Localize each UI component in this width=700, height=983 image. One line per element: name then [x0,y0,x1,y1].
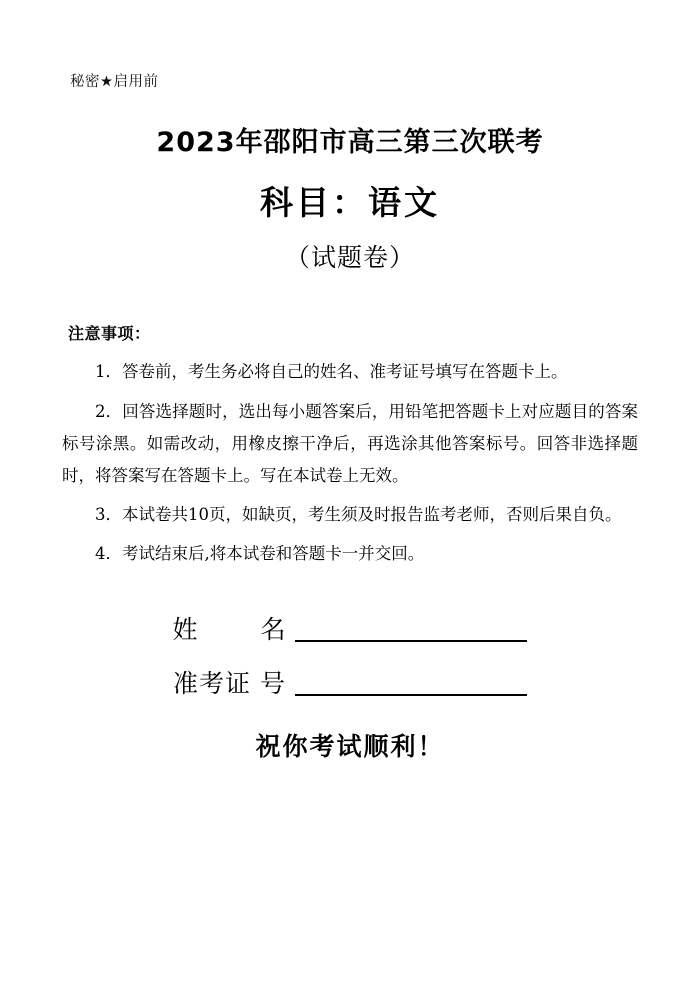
list-item: 2．回答选择题时，选出每小题答案后，用铅笔把答题卡上对应题目的答案标号涂黑。如需改动，用橡皮擦干净后，再选涂其他答案标号。回答非选择题时，将答案写在答题卡上。写在本试卷上无效。 [62,401,638,485]
name-field-row [62,614,638,644]
notice-list [62,356,638,570]
admission-number-label-end: 号 [260,668,287,698]
list-item: 1．答卷前，考生务必将自己的姓名、准考证号填写在答题卡上。 [95,362,568,382]
name-input-blank[interactable] [295,614,527,642]
name-field-label-start: 姓 [172,615,199,645]
admission-number-label-start: 准考证 [173,668,252,698]
paper-type-label: （试题卷） [284,243,415,273]
candidate-fields [62,614,638,697]
name-field-label-end: 名 [260,615,287,645]
subject-title: 科目：语文 [260,183,440,223]
secret-label: 秘密★启用前 [70,74,159,90]
title-block [62,125,638,273]
list-item: 3．本试卷共10页，如缺页，考生须及时报告监考老师，否则后果自负。 [95,505,622,525]
page-title: 2023年邵阳市高三第三次联考 [156,127,544,158]
notice-heading: 注意事项： [68,324,151,344]
good-luck-message: 祝你考试顺利！ [255,732,445,762]
admission-number-input-blank[interactable] [295,668,527,696]
list-item: 4．考试结束后,将本试卷和答题卡一并交回。 [95,544,425,564]
admission-number-field-row [62,668,638,698]
